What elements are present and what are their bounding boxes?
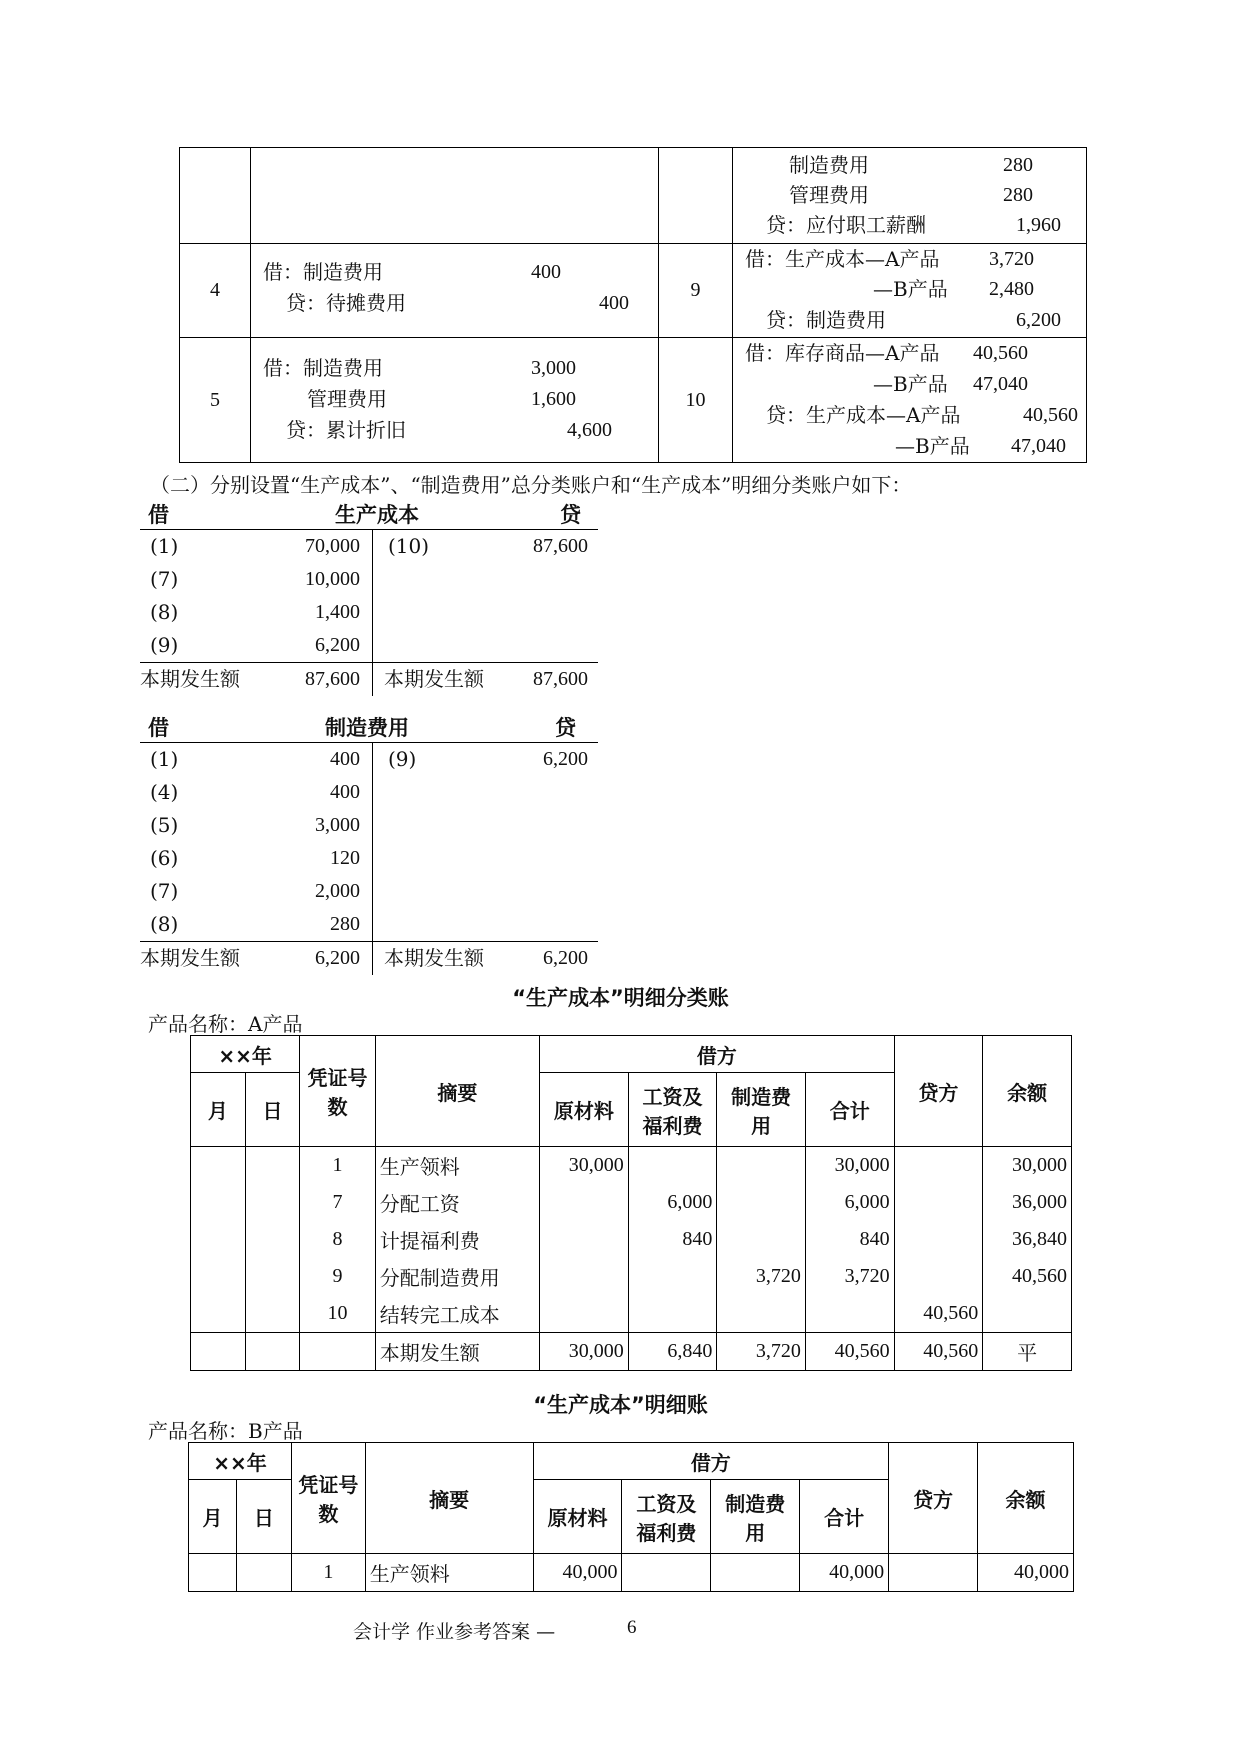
entry-line: —B产品 — [895, 434, 970, 458]
balance-amount: 36,000 — [983, 1184, 1072, 1221]
sum-amount: 3,720 — [805, 1258, 894, 1295]
debit-amount: 120 — [330, 847, 360, 869]
total-label: 本期发生额 — [384, 667, 484, 691]
t-account-production-cost — [140, 497, 598, 696]
t-account-row — [140, 842, 598, 875]
t-account-row — [140, 563, 598, 596]
t-account-manufacturing-overhead — [140, 710, 598, 975]
t-account-debit-label: 借 — [148, 716, 169, 740]
total-label: 本期发生额 — [375, 1333, 539, 1371]
debit-ref: (1) — [150, 747, 179, 771]
voucher-no: 7 — [300, 1184, 375, 1221]
credit-amount — [894, 1221, 983, 1258]
raw-amount — [540, 1221, 629, 1258]
debit-amount: 2,000 — [315, 880, 360, 902]
t-account-row — [140, 629, 598, 662]
debit-amount: 70,000 — [305, 535, 360, 557]
entry-amount: 400 — [599, 292, 629, 314]
voucher-no: 1 — [291, 1554, 365, 1592]
header-balance: 余额 — [983, 1036, 1072, 1147]
header-year: ××年 — [189, 1443, 292, 1480]
header-credit: 贷方 — [894, 1036, 983, 1147]
overhead-amount — [717, 1184, 806, 1221]
entry-amount: 1,600 — [531, 388, 576, 410]
entry-number: 5 — [180, 338, 251, 463]
debit-ref: (5) — [150, 813, 179, 837]
raw-amount — [540, 1295, 629, 1333]
total-wage: 6,840 — [628, 1333, 717, 1371]
header-day: 日 — [236, 1480, 291, 1554]
entry-number: 4 — [180, 244, 251, 338]
sum-amount: 30,000 — [805, 1147, 894, 1185]
entry-line: 贷：生产成本—A产品 — [766, 403, 961, 427]
ledger-a-title: “生产成本”明细分类账 — [512, 986, 729, 1010]
credit-amount: 40,560 — [894, 1295, 983, 1333]
balance-amount: 36,840 — [983, 1221, 1072, 1258]
entry-line: 贷：应付职工薪酬 — [766, 213, 926, 237]
credit-amount — [894, 1147, 983, 1185]
debit-ref: (1) — [150, 534, 179, 558]
t-account-row — [140, 809, 598, 842]
ledger-row — [191, 1184, 1072, 1221]
t-account-credit-label: 贷 — [555, 716, 576, 740]
entry-line: 贷：制造费用 — [766, 308, 886, 332]
total-label: 本期发生额 — [140, 946, 240, 970]
sum-amount: 840 — [805, 1221, 894, 1258]
entry-line: 管理费用 — [789, 183, 869, 207]
overhead-amount: 3,720 — [717, 1258, 806, 1295]
debit-ref: (8) — [150, 912, 179, 936]
raw-amount: 40,000 — [533, 1554, 622, 1592]
ledger-a-table — [190, 1035, 1072, 1371]
total-amount: 6,200 — [315, 947, 360, 969]
header-voucher: 凭证号数 — [300, 1036, 375, 1147]
wage-amount — [628, 1258, 717, 1295]
ledger-row — [191, 1258, 1072, 1295]
entry-amount: 280 — [1003, 154, 1033, 176]
debit-amount: 6,200 — [315, 634, 360, 656]
raw-amount — [540, 1258, 629, 1295]
header-wages: 工资及福利费 — [628, 1073, 717, 1147]
entry-number: 10 — [659, 338, 733, 463]
debit-ref: (8) — [150, 600, 179, 624]
t-account-row — [140, 530, 598, 563]
header-sum: 合计 — [805, 1073, 894, 1147]
balance-amount: 30,000 — [983, 1147, 1072, 1185]
ledger-total-row — [191, 1333, 1072, 1371]
header-overhead: 制造费用 — [711, 1480, 800, 1554]
summary-text: 分配制造费用 — [375, 1258, 539, 1295]
debit-ref: (7) — [150, 879, 179, 903]
t-account-title: 制造费用 — [325, 716, 409, 740]
journal-entries-table — [179, 147, 1087, 463]
ledger-row — [191, 1221, 1072, 1258]
ledger-row — [191, 1295, 1072, 1333]
header-day: 日 — [245, 1073, 300, 1147]
entry-amount: 6,200 — [1016, 309, 1061, 331]
overhead-amount — [711, 1554, 800, 1592]
entry-amount: 40,560 — [973, 342, 1028, 364]
debit-ref: (4) — [150, 780, 179, 804]
summary-text: 生产领料 — [375, 1147, 539, 1185]
header-debit: 借方 — [533, 1443, 889, 1480]
sum-amount: 6,000 — [805, 1184, 894, 1221]
header-raw-material: 原材料 — [540, 1073, 629, 1147]
header-sum: 合计 — [800, 1480, 889, 1554]
debit-ref: (7) — [150, 567, 179, 591]
total-balance: 平 — [983, 1333, 1072, 1371]
t-account-total-row — [140, 941, 598, 975]
header-summary: 摘要 — [375, 1036, 539, 1147]
total-credit: 40,560 — [894, 1333, 983, 1371]
sum-amount: 40,000 — [800, 1554, 889, 1592]
debit-amount: 1,400 — [315, 601, 360, 623]
wage-amount — [628, 1295, 717, 1333]
header-raw-material: 原材料 — [533, 1480, 622, 1554]
entry-amount: 1,960 — [1016, 214, 1061, 236]
t-account-row — [140, 908, 598, 941]
overhead-amount — [717, 1147, 806, 1185]
debit-ref: (6) — [150, 846, 179, 870]
total-amount: 6,200 — [543, 947, 588, 969]
total-label: 本期发生额 — [384, 946, 484, 970]
entry-line: —B产品 — [873, 277, 948, 301]
entry-line: 贷：待摊费用 — [286, 291, 406, 315]
entry-amount: 3,720 — [989, 248, 1034, 270]
entry-amount: 4,600 — [567, 419, 612, 441]
debit-amount: 400 — [330, 748, 360, 770]
debit-amount: 400 — [330, 781, 360, 803]
t-account-debit-label: 借 — [148, 503, 169, 527]
wage-amount: 840 — [628, 1221, 717, 1258]
overhead-amount — [717, 1295, 806, 1333]
total-raw: 30,000 — [540, 1333, 629, 1371]
header-credit: 贷方 — [889, 1443, 978, 1554]
t-account-total-row — [140, 662, 598, 696]
ledger-row — [189, 1554, 1074, 1592]
credit-amount — [889, 1554, 978, 1592]
total-sum: 40,560 — [805, 1333, 894, 1371]
credit-amount — [894, 1184, 983, 1221]
header-summary: 摘要 — [365, 1443, 533, 1554]
total-amount: 87,600 — [305, 668, 360, 690]
summary-text: 生产领料 — [365, 1554, 533, 1592]
entry-line: 借：生产成本—A产品 — [745, 247, 940, 271]
header-wages: 工资及福利费 — [622, 1480, 711, 1554]
header-debit: 借方 — [540, 1036, 895, 1073]
header-month: 月 — [189, 1480, 237, 1554]
credit-ref: (9) — [388, 747, 417, 771]
balance-amount: 40,560 — [983, 1258, 1072, 1295]
voucher-no: 10 — [300, 1295, 375, 1333]
entry-line: 借：库存商品—A产品 — [745, 341, 940, 365]
section-heading: （二）分别设置“生产成本”、“制造费用”总分类账户和“生产成本”明细分类账户如下： — [150, 473, 912, 497]
entry-line: 借：制造费用 — [263, 260, 383, 284]
entry-line: —B产品 — [873, 372, 948, 396]
entry-line: 制造费用 — [789, 153, 869, 177]
summary-text: 分配工资 — [375, 1184, 539, 1221]
credit-amount: 6,200 — [543, 748, 588, 770]
entry-line: 管理费用 — [307, 387, 387, 411]
t-account-row — [140, 776, 598, 809]
entry-amount: 40,560 — [1023, 404, 1078, 426]
header-month: 月 — [191, 1073, 246, 1147]
header-voucher: 凭证号数 — [291, 1443, 365, 1554]
voucher-no: 1 — [300, 1147, 375, 1185]
voucher-no: 9 — [300, 1258, 375, 1295]
entry-amount: 280 — [1003, 184, 1033, 206]
ledger-a-product-name: 产品名称：A产品 — [148, 1012, 303, 1036]
header-balance: 余额 — [978, 1443, 1074, 1554]
ledger-b-product-name: 产品名称：B产品 — [148, 1419, 303, 1443]
t-account-row — [140, 596, 598, 629]
header-overhead: 制造费用 — [717, 1073, 806, 1147]
summary-text: 计提福利费 — [375, 1221, 539, 1258]
t-account-row — [140, 875, 598, 908]
ledger-row — [191, 1147, 1072, 1185]
t-account-credit-label: 贷 — [560, 503, 581, 527]
wage-amount — [622, 1554, 711, 1592]
entry-number: 9 — [659, 244, 733, 338]
summary-text: 结转完工成本 — [375, 1295, 539, 1333]
overhead-amount — [717, 1221, 806, 1258]
entry-amount: 2,480 — [989, 278, 1034, 300]
t-account-title: 生产成本 — [335, 503, 419, 527]
raw-amount — [540, 1184, 629, 1221]
entry-line: 借：制造费用 — [263, 356, 383, 380]
debit-ref: (9) — [150, 633, 179, 657]
entry-amount: 400 — [531, 261, 561, 283]
raw-amount: 30,000 — [540, 1147, 629, 1185]
entry-amount: 47,040 — [973, 373, 1028, 395]
wage-amount — [628, 1147, 717, 1185]
sum-amount — [805, 1295, 894, 1333]
credit-amount — [894, 1258, 983, 1295]
ledger-b-title: “生产成本”明细账 — [533, 1393, 708, 1417]
page-number: 6 — [627, 1617, 637, 1638]
entry-amount: 3,000 — [531, 357, 576, 379]
wage-amount: 6,000 — [628, 1184, 717, 1221]
voucher-no: 8 — [300, 1221, 375, 1258]
ledger-b-table — [188, 1442, 1074, 1592]
header-year: ××年 — [191, 1036, 300, 1073]
total-amount: 87,600 — [533, 668, 588, 690]
credit-amount: 87,600 — [533, 535, 588, 557]
entry-amount: 47,040 — [1011, 435, 1066, 457]
debit-amount: 10,000 — [305, 568, 360, 590]
balance-amount: 40,000 — [978, 1554, 1074, 1592]
balance-amount — [983, 1295, 1072, 1333]
debit-amount: 280 — [330, 913, 360, 935]
total-label: 本期发生额 — [140, 667, 240, 691]
total-overhead: 3,720 — [717, 1333, 806, 1371]
footer-text: 会计学 作业参考答案 — — [353, 1621, 556, 1643]
entry-line: 贷：累计折旧 — [286, 418, 406, 442]
debit-amount: 3,000 — [315, 814, 360, 836]
t-account-row — [140, 743, 598, 776]
credit-ref: (10) — [388, 534, 430, 558]
